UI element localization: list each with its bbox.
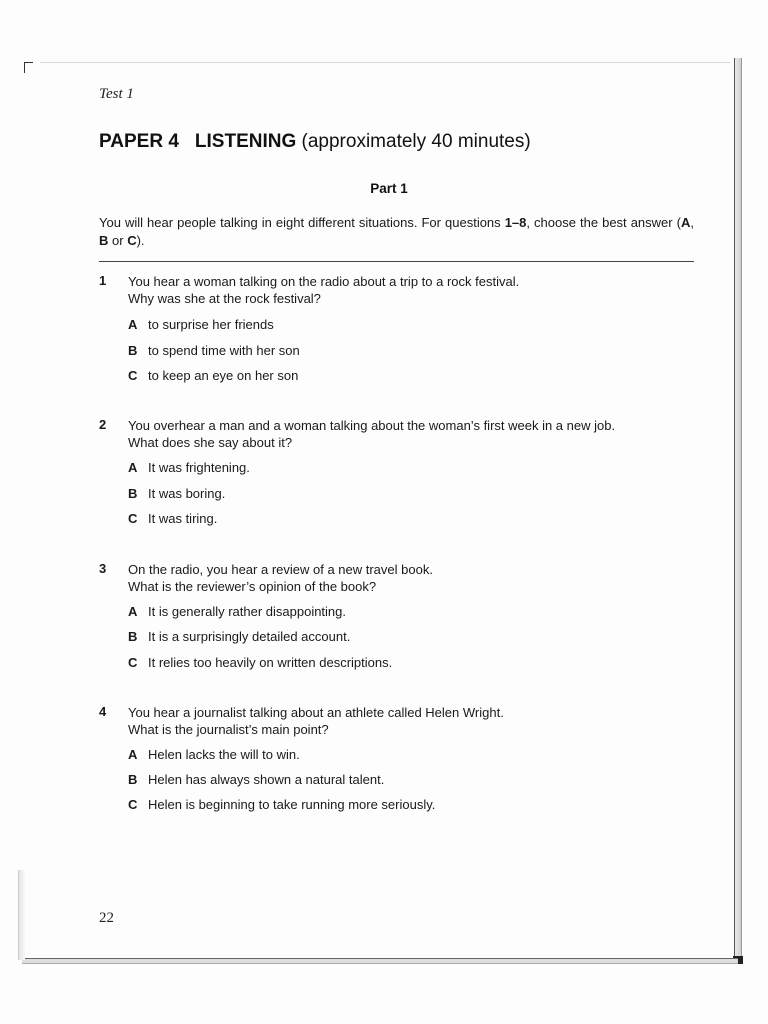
option-b[interactable]	[128, 342, 300, 359]
option-b[interactable]	[128, 771, 384, 788]
page-number: 22	[99, 910, 114, 926]
option-letter: C	[128, 368, 138, 383]
instructions-letter-a: A	[680, 215, 691, 230]
question-context: On the radio, you hear a review of a new travel book.	[128, 562, 433, 577]
option-b[interactable]	[128, 485, 225, 502]
instructions-range: 1–8	[504, 215, 527, 230]
question-number: 4	[99, 704, 107, 719]
question-number: 1	[99, 273, 107, 288]
option-letter: B	[128, 629, 138, 644]
option-text: to spend time with her son	[148, 343, 300, 358]
option-text: Helen is beginning to take running more seriously.	[148, 797, 436, 812]
paper-number: PAPER 4	[99, 131, 179, 152]
duration-text: (approximately 40 minutes)	[301, 131, 531, 152]
option-letter: A	[128, 604, 138, 619]
option-text: It was boring.	[148, 486, 226, 501]
option-a[interactable]	[128, 603, 346, 620]
option-a[interactable]	[128, 316, 274, 333]
question-prompt: Why was she at the rock festival?	[128, 291, 321, 306]
option-a[interactable]	[128, 459, 250, 476]
option-c[interactable]	[128, 654, 392, 671]
option-text: It relies too heavily on written descriptions.	[148, 655, 393, 670]
option-text: Helen lacks the will to win.	[148, 747, 300, 762]
scan-top-rule	[40, 62, 730, 63]
option-letter: A	[128, 460, 138, 475]
option-c[interactable]	[128, 510, 217, 527]
scan-left-shadow	[18, 870, 25, 960]
option-letter: B	[128, 772, 138, 787]
instructions-text-2: , choose the best answer (	[526, 215, 681, 230]
instructions-sep-1: ,	[690, 215, 694, 230]
option-text: It was tiring.	[148, 511, 218, 526]
crop-corner-mark	[24, 62, 33, 73]
option-a[interactable]	[128, 746, 300, 763]
question-number: 2	[99, 417, 107, 432]
instructions-sep-2: or	[108, 233, 128, 248]
instructions-text-1: You will hear people talking in eight different situations. For questions	[99, 215, 505, 230]
question-context: You hear a woman talking on the radio about a trip to a rock festival.	[128, 274, 520, 289]
instructions	[99, 214, 694, 250]
question-context: You hear a journalist talking about an athlete called Helen Wright.	[128, 705, 504, 720]
option-text: to surprise her friends	[148, 317, 274, 332]
part-heading: Part 1	[370, 181, 408, 196]
question-prompt: What is the reviewer’s opinion of the book?	[128, 579, 377, 594]
test-label: Test 1	[99, 86, 134, 102]
option-text: It was frightening.	[148, 460, 250, 475]
option-letter: B	[128, 486, 138, 501]
instructions-letter-b: B	[99, 233, 109, 248]
option-letter: A	[128, 317, 138, 332]
question-context: You overhear a man and a woman talking about the woman’s first week in a new job.	[128, 418, 616, 433]
scan-bottom-edge	[22, 958, 738, 964]
option-letter: C	[128, 655, 138, 670]
option-text: It is a surprisingly detailed account.	[148, 629, 351, 644]
section-name: LISTENING	[194, 131, 297, 152]
option-c[interactable]	[128, 367, 298, 384]
option-letter: B	[128, 343, 138, 358]
option-b[interactable]	[128, 628, 350, 645]
option-letter: C	[128, 797, 138, 812]
question-prompt: What does she say about it?	[128, 435, 293, 450]
question-number: 3	[99, 561, 107, 576]
instructions-letter-c: C	[127, 233, 137, 248]
option-text: Helen has always shown a natural talent.	[148, 772, 385, 787]
option-text: to keep an eye on her son	[148, 368, 299, 383]
paper-title	[99, 131, 531, 153]
question-prompt: What is the journalist’s main point?	[128, 722, 329, 737]
instructions-text-3: ).	[136, 233, 145, 248]
option-letter: A	[128, 747, 138, 762]
option-c[interactable]	[128, 796, 435, 813]
section-divider	[99, 261, 694, 262]
option-text: It is generally rather disappointing.	[148, 604, 347, 619]
option-letter: C	[128, 511, 138, 526]
